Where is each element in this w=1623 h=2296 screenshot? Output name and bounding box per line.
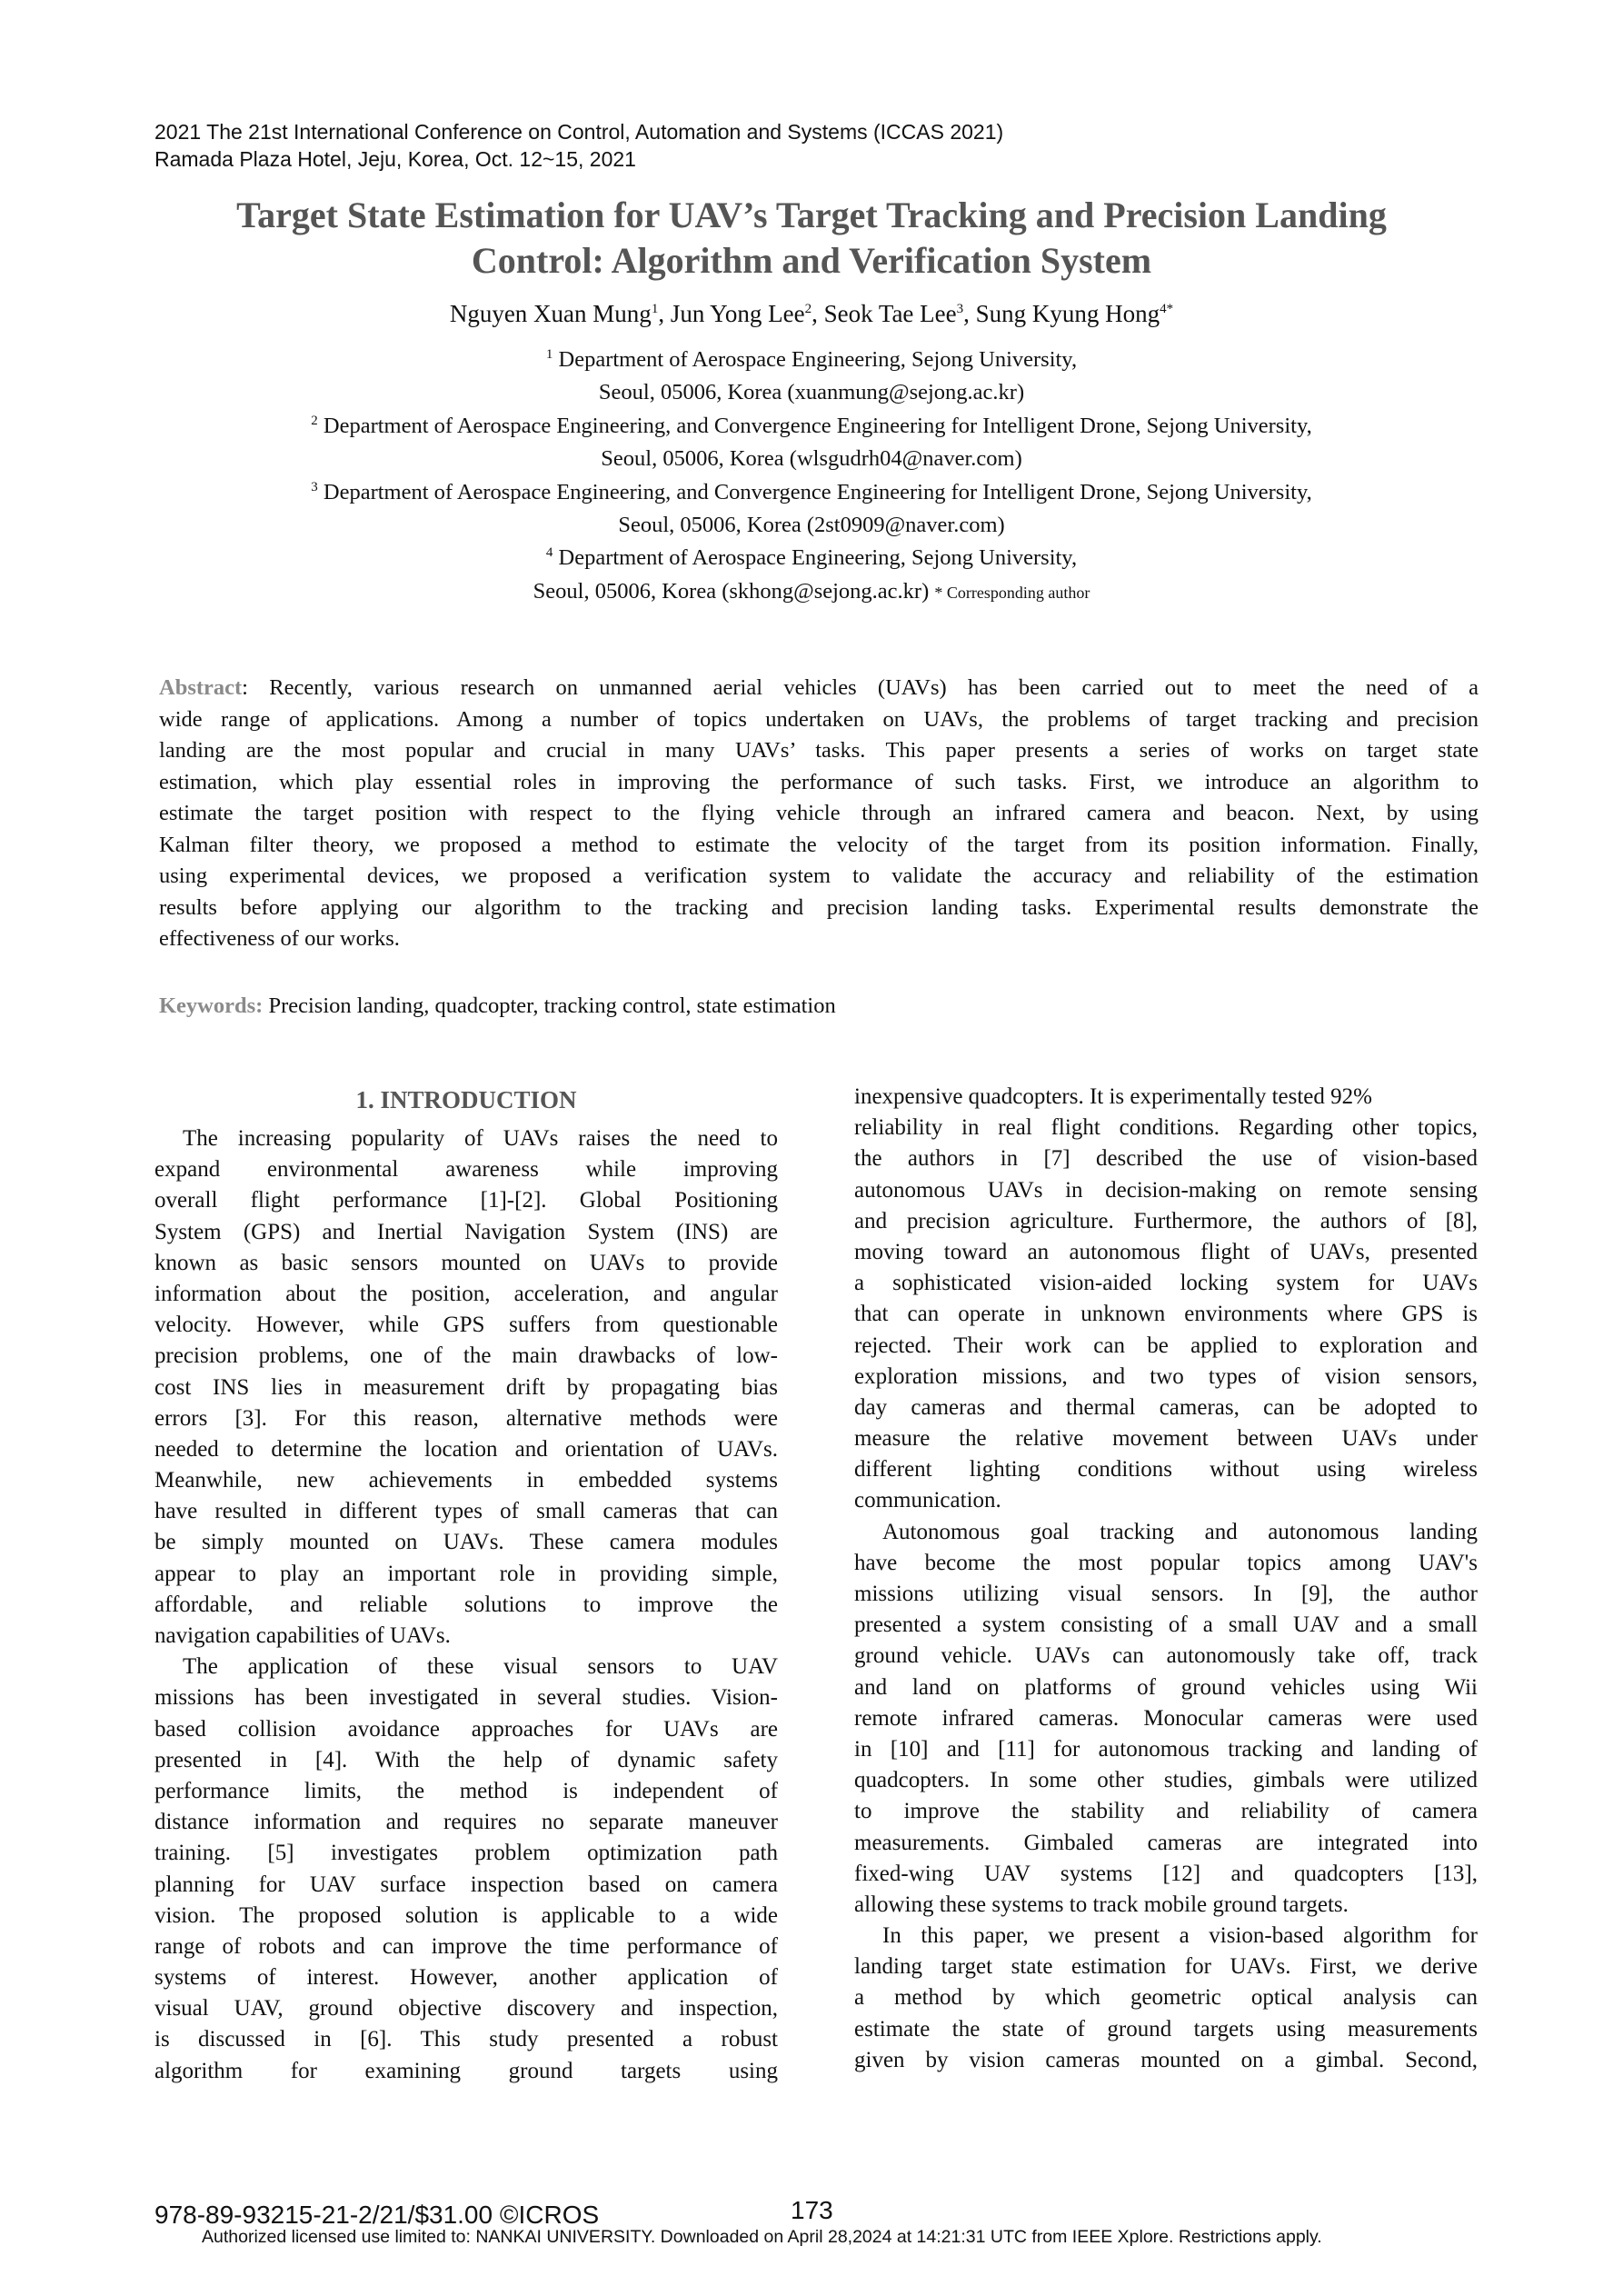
- affiliation-list: [118, 344, 1505, 609]
- body-text-line: presented a system consisting of a small UAV and a small: [854, 1612, 1478, 1638]
- body-text-line: overall flight performance [1]-[2]. Global Positioning: [154, 1188, 778, 1213]
- abstract-line: [159, 893, 1479, 924]
- affiliation-mark: 4: [545, 545, 553, 561]
- abstract-text: landing are the most popular and crucial in many UAVs’ tasks. This paper presents a series of works on target state: [159, 738, 1479, 763]
- author-list: [118, 298, 1505, 329]
- body-text-line: estimate the state of ground targets using measurements: [854, 2016, 1478, 2041]
- body-text-line: vision. The proposed solution is applicable to a wide: [154, 1902, 778, 1928]
- body-text-line: and precision agriculture. Furthermore, the authors of [8],: [854, 1208, 1478, 1233]
- conference-venue: Ramada Plaza Hotel, Jeju, Korea, Oct. 12~15, 2021: [154, 147, 636, 171]
- affiliation-line: [118, 542, 1505, 574]
- right-column: [854, 1082, 1478, 2076]
- abstract-text: results before applying our algorithm to the tracking and precision landing tasks. Experimental results demonstrate the: [159, 894, 1479, 920]
- body-text-line: systems of interest. However, another application of: [154, 1965, 778, 1991]
- affiliation-address: Seoul, 05006, Korea (2st0909@naver.com): [618, 513, 1005, 538]
- author-separator: ,: [963, 300, 976, 327]
- author-name: Nguyen Xuan Mung: [449, 300, 652, 327]
- body-text-line: presented in [4]. With the help of dynamic safety: [154, 1747, 778, 1772]
- abstract-line: [159, 673, 1479, 704]
- body-text-line: distance information and requires no separate maneuver: [154, 1810, 778, 1835]
- body-text-line: missions utilizing visual sensors. In [9], the author: [854, 1582, 1478, 1606]
- affiliation-line: [118, 476, 1505, 509]
- author-affiliation-mark: 3: [956, 302, 964, 316]
- keywords-text: Precision landing, quadcopter, tracking control, state estimation: [263, 993, 836, 1018]
- body-text-line: day cameras and thermal cameras, can be adopted to: [854, 1394, 1478, 1420]
- abstract-line: [159, 767, 1479, 799]
- body-text-line: missions has been investigated in several studies. Vision-: [154, 1685, 778, 1711]
- body-text-line: in [10] and [11] for autonomous tracking and landing of: [854, 1736, 1478, 1762]
- body-text-line: quadcopters. In some other studies, gimbals were utilized: [854, 1768, 1478, 1793]
- body-text-line: Meanwhile, new achievements in embedded systems: [154, 1468, 778, 1493]
- abstract-text: wide range of applications. Among a number of topics undertaken on UAVs, the problems of target tracking and precision: [159, 706, 1479, 732]
- body-text-line: based collision avoidance approaches for UAVs are: [154, 1716, 778, 1742]
- body-text-line: have become the most popular topics among UAV's: [854, 1550, 1478, 1575]
- body-text-line: known as basic sensors mounted on UAVs to provide: [154, 1250, 778, 1275]
- body-text-line: measure the relative movement between UAVs under: [854, 1426, 1478, 1452]
- body-text-line: reliability in real flight conditions. Regarding other topics,: [854, 1115, 1478, 1141]
- footer-isbn: 978-89-93215-21-2/21/$31.00 ©ICROS: [154, 2201, 600, 2229]
- keywords: [159, 991, 836, 1022]
- body-text-line: to improve the stability and reliability of camera: [854, 1799, 1478, 1824]
- keywords-label: Keywords:: [159, 993, 264, 1018]
- affiliation-address: Seoul, 05006, Korea (wlsgudrh04@naver.com): [601, 446, 1022, 472]
- conference-name: 2021 The 21st International Conference on Control, Automation and Systems (ICCAS 2021): [154, 120, 1004, 144]
- body-text-line: a method by which geometric optical analysis can: [854, 1985, 1478, 2011]
- affiliation-department: Department of Aerospace Engineering, and Convergence Engineering for Intelligent Drone, Sejong University,: [317, 479, 1312, 504]
- body-text-line: The application of these visual sensors to UAV: [183, 1654, 778, 1680]
- affiliation-line: [118, 376, 1505, 409]
- abstract-line: [159, 861, 1479, 893]
- abstract: [159, 673, 1479, 955]
- body-text-line: appear to play an important role in providing simple,: [154, 1561, 778, 1586]
- body-text-line: velocity. However, while GPS suffers from questionable: [154, 1313, 778, 1338]
- affiliation-department: Department of Aerospace Engineering, and Convergence Engineering for Intelligent Drone, Sejong University,: [317, 413, 1312, 438]
- body-text-line: and land on platforms of ground vehicles using Wii: [854, 1674, 1478, 1700]
- body-text-line: remote infrared cameras. Monocular cameras were used: [854, 1705, 1478, 1731]
- body-text-line: In this paper, we present a vision-based algorithm for: [882, 1923, 1478, 1949]
- corresponding-author-note: * Corresponding author: [934, 583, 1090, 602]
- body-text-line: information about the position, acceleration, and angular: [154, 1281, 778, 1306]
- abstract-line: [159, 923, 1479, 955]
- abstract-text: effectiveness of our works.: [159, 926, 400, 951]
- abstract-text: using experimental devices, we proposed a verification system to validate the accuracy and reliability of the estimation: [159, 863, 1479, 888]
- body-text-line: range of robots and can improve the time performance of: [154, 1933, 778, 1959]
- author-separator: ,: [812, 300, 824, 327]
- abstract-line: [159, 830, 1479, 862]
- body-text-line: errors [3]. For this reason, alternative methods were: [154, 1405, 778, 1431]
- affiliation-department: Department of Aerospace Engineering, Sejong University,: [553, 347, 1078, 372]
- body-text-line: a sophisticated vision-aided locking system for UAVs: [854, 1271, 1478, 1296]
- body-text-line: planning for UAV surface inspection based on camera: [154, 1872, 778, 1897]
- body-text-line: different lighting conditions without using wireless: [854, 1457, 1478, 1482]
- title-line-2: Control: Algorithm and Verification System: [471, 240, 1152, 281]
- affiliation-mark: 3: [311, 479, 318, 494]
- body-text-line: algorithm for examining ground targets using: [154, 2058, 778, 2083]
- body-text-line: landing target state estimation for UAVs. First, we derive: [854, 1954, 1478, 1980]
- body-text-line: moving toward an autonomous flight of UAVs, presented: [854, 1239, 1478, 1264]
- body-text-line: have resulted in different types of small cameras that can: [154, 1499, 778, 1524]
- body-text-line: The increasing popularity of UAVs raises the need to: [183, 1126, 778, 1151]
- body-text-line: visual UAV, ground objective discovery and inspection,: [154, 1996, 778, 2021]
- affiliation-address: Seoul, 05006, Korea (skhong@sejong.ac.kr): [533, 578, 930, 604]
- affiliation-line: [118, 410, 1505, 443]
- body-text-line: affordable, and reliable solutions to improve the: [154, 1592, 778, 1617]
- affiliation-mark: 2: [311, 413, 318, 428]
- body-text-line: fixed-wing UAV systems [12] and quadcopters [13],: [854, 1861, 1478, 1886]
- affiliation-line: [118, 344, 1505, 376]
- abstract-line: [159, 704, 1479, 736]
- body-text-line: the authors in [7] described the use of vision-based: [854, 1146, 1478, 1172]
- body-text-line: navigation capabilities of UAVs.: [154, 1623, 451, 1648]
- affiliation-line: [118, 509, 1505, 542]
- body-text-line: is discussed in [6]. This study presented a robust: [154, 2027, 778, 2052]
- conference-header: [154, 118, 1003, 173]
- affiliation-address: Seoul, 05006, Korea (xuanmung@sejong.ac.kr): [598, 380, 1025, 405]
- author-affiliation-mark: 2: [804, 302, 812, 316]
- body-text-line: Autonomous goal tracking and autonomous landing: [882, 1519, 1478, 1544]
- body-text-line: be simply mounted on UAVs. These camera modules: [154, 1530, 778, 1555]
- body-text-line: that can operate in unknown environments where GPS is: [854, 1302, 1478, 1327]
- body-text-line: ground vehicle. UAVs can autonomously take off, track: [854, 1643, 1478, 1669]
- abstract-text: Kalman filter theory, we proposed a method to estimate the velocity of the target from its position information. Finally,: [159, 832, 1479, 857]
- body-text-line: precision problems, one of the main drawbacks of low-: [154, 1343, 778, 1369]
- body-text-line: expand environmental awareness while improving: [154, 1157, 778, 1183]
- author-separator: ,: [658, 300, 671, 327]
- affiliation-mark: 1: [545, 347, 553, 362]
- body-text-line: cost INS lies in measurement drift by propagating bias: [154, 1374, 778, 1400]
- body-text-line: exploration missions, and two types of vision sensors,: [854, 1363, 1478, 1389]
- body-text-line: given by vision cameras mounted on a gimbal. Second,: [854, 2047, 1478, 2072]
- title-line-1: Target State Estimation for UAV’s Target Tracking and Precision Landing: [236, 195, 1387, 235]
- affiliation-line: [118, 443, 1505, 475]
- body-text-line: rejected. Their work can be applied to exploration and: [854, 1333, 1478, 1358]
- body-text-line: measurements. Gimbaled cameras are integrated into: [854, 1830, 1478, 1855]
- affiliation-department: Department of Aerospace Engineering, Sejong University,: [553, 545, 1078, 571]
- paper-title: [118, 193, 1505, 284]
- author-affiliation-mark: 4*: [1160, 302, 1174, 316]
- author-name: Seok Tae Lee: [823, 300, 957, 327]
- left-column: [154, 1080, 778, 2087]
- abstract-text: estimate the target position with respect to the flying vehicle through an infrared camera and beacon. Next, by using: [159, 801, 1479, 825]
- abstract-line: [159, 798, 1479, 830]
- body-text-line: needed to determine the location and orientation of UAVs.: [154, 1436, 778, 1462]
- body-text-line: allowing these systems to track mobile ground targets.: [854, 1892, 1349, 1917]
- body-text-line: training. [5] investigates problem optimization path: [154, 1841, 778, 1866]
- body-text-line: System (GPS) and Inertial Navigation System (INS) are: [154, 1219, 778, 1244]
- section-heading: 1. INTRODUCTION: [355, 1086, 577, 1113]
- body-text-line: autonomous UAVs in decision-making on remote sensing: [854, 1177, 1478, 1203]
- abstract-label: Abstract: [159, 675, 243, 700]
- abstract-text: : Recently, various research on unmanned aerial vehicles (UAVs) has been carried out to meet the need of a: [242, 675, 1479, 700]
- download-notice: Authorized licensed use limited to: NANKAI UNIVERSITY. Downloaded on April 28,2024 at 14:21:31 UTC from IEEE Xplore. Restrictions apply.: [202, 2227, 1322, 2247]
- body-text-line: communication.: [854, 1488, 1001, 1513]
- author-name: Sung Kyung Hong: [975, 300, 1160, 327]
- abstract-line: [159, 735, 1479, 767]
- page-number: 173: [791, 2196, 833, 2224]
- body-text-line: inexpensive quadcopters. It is experimentally tested 92%: [854, 1084, 1372, 1109]
- author-affiliation-mark: 1: [651, 302, 659, 316]
- author-name: Jun Yong Lee: [670, 300, 805, 327]
- abstract-text: estimation, which play essential roles in improving the performance of such tasks. First, we introduce an algorithm to: [159, 769, 1479, 794]
- affiliation-line: [118, 575, 1505, 609]
- body-text-line: performance limits, the method is independent of: [154, 1778, 778, 1803]
